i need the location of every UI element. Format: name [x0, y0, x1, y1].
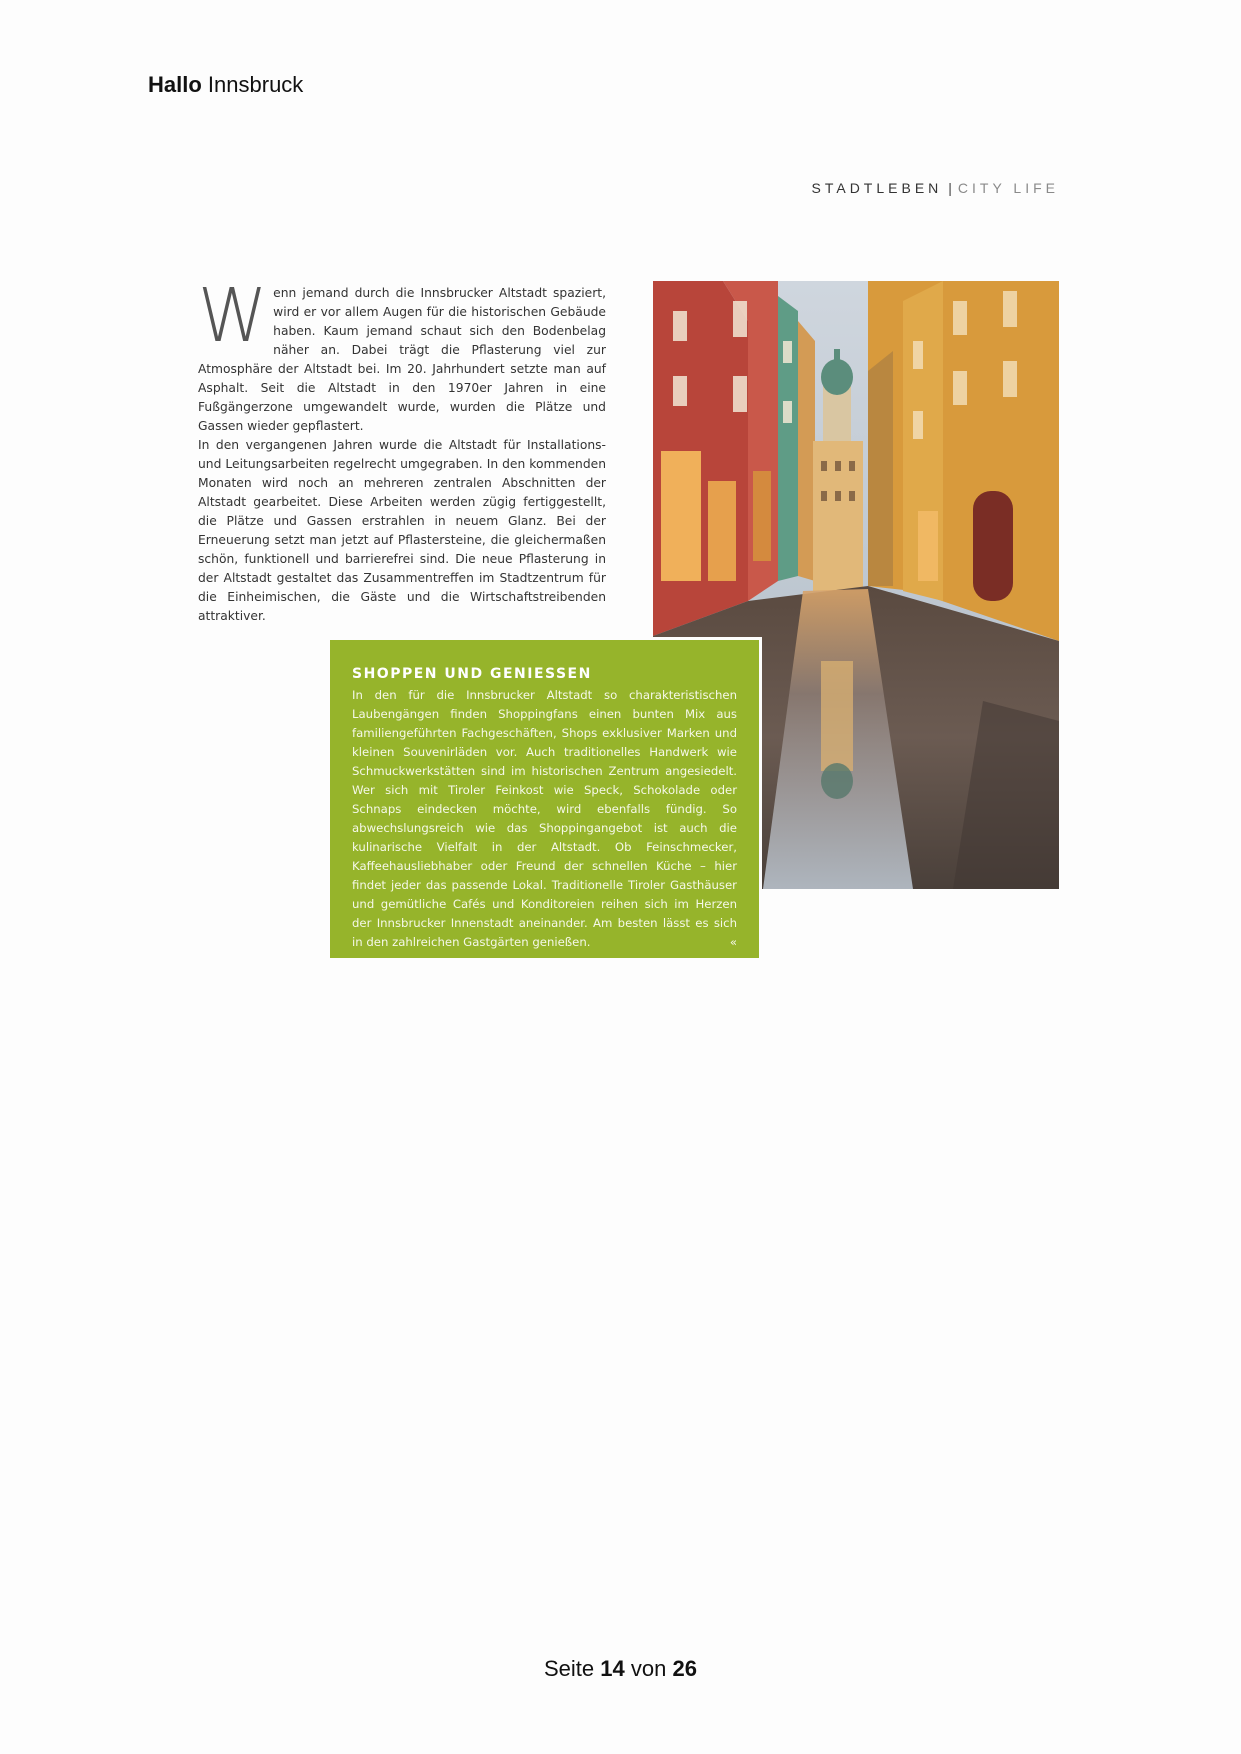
- info-box-paragraph: In den für die Innsbrucker Altstadt so charakteristischen Laubengängen finden Shoppingfans einen bunten Mix aus familiengeführten Fachgeschäften, Shops exklusiver Marken und kleinen Souvenirläden vor. Auch traditionelles Handwerk wie Schmuckwerkstätten sind im historischen Zentrum angesiedelt. Wer sich mit Tiroler Feinkost wie Speck, Schokolade oder Schnaps eindecken möchte, wird ebenfalls fündig. So abwechslungsreich wie das Shoppingangebot ist auch die kulinarische Vielfalt in der Altstadt. Ob Feinschmecker, Kaffeehausliebhaber oder Freund der schnellen Küche – hier findet jeder das passende Lokal. Traditionelle Tiroler Gasthäuser und gemütliche Cafés und Konditoreien reihen sich im Herzen der Innsbrucker Innenstadt aneinander. Am besten lässt es sich in den zahlreichen Gastgärten genießen.: [352, 688, 737, 949]
- document-header: [148, 72, 303, 98]
- drop-cap: W: [197, 273, 268, 359]
- article-paragraph-1: enn jemand durch die Innsbrucker Altstadt spaziert, wird er vor allem Augen für die historischen Gebäude haben. Kaum jemand schaut sich den Bodenbelag näher an. Dabei trägt die Pflasterung viel zur Atmosphäre der Altstadt bei. Im 20. Jahrhundert setzte man auf Asphalt. Seit die Altstadt in den 1970er Jahren in eine Fußgängerzone umgewandelt wurde, wurden die Plätze und Gassen wieder gepflastert.: [198, 286, 606, 433]
- footer-page-number: 14: [600, 1656, 625, 1681]
- section-label-de: STADTLEBEN: [811, 180, 943, 196]
- page-footer: [0, 1656, 1241, 1682]
- info-box: [327, 637, 762, 961]
- section-label-en: CITY LIFE: [957, 180, 1059, 196]
- section-label: [812, 180, 1060, 196]
- article-paragraph-2: In den vergangenen Jahren wurde die Altstadt für Installations- und Leitungsarbeiten regelrecht umgegraben. In den kommenden Monaten wird noch an mehreren zentralen Abschnitten der Altstadt gearbeitet. Diese Arbeiten werden zügig fertiggestellt, die Plätze und Gassen erstrahlen in neuem Glanz. Bei der Erneuerung setzt man jetzt auf Pflastersteine, die gleichermaßen schön, funktionell und barrierefrei sind. Die neue Pflasterung in der Altstadt gestaltet das Zusammentreffen im Stadtzentrum für die Einheimischen, die Gäste und die Wirtschaftstreibenden attraktiver.: [198, 438, 606, 623]
- header-brand-rest: Innsbruck: [207, 72, 304, 97]
- end-mark: «: [729, 935, 737, 949]
- footer-prefix: Seite: [544, 1656, 595, 1681]
- footer-total-pages: 26: [672, 1656, 697, 1681]
- article-body: [197, 273, 606, 626]
- header-brand-bold: Hallo: [148, 72, 202, 97]
- footer-mid: von: [630, 1656, 667, 1681]
- info-box-text: [352, 686, 737, 952]
- info-box-title: SHOPPEN UND GENIESSEN: [352, 666, 592, 682]
- section-separator: |: [948, 180, 952, 196]
